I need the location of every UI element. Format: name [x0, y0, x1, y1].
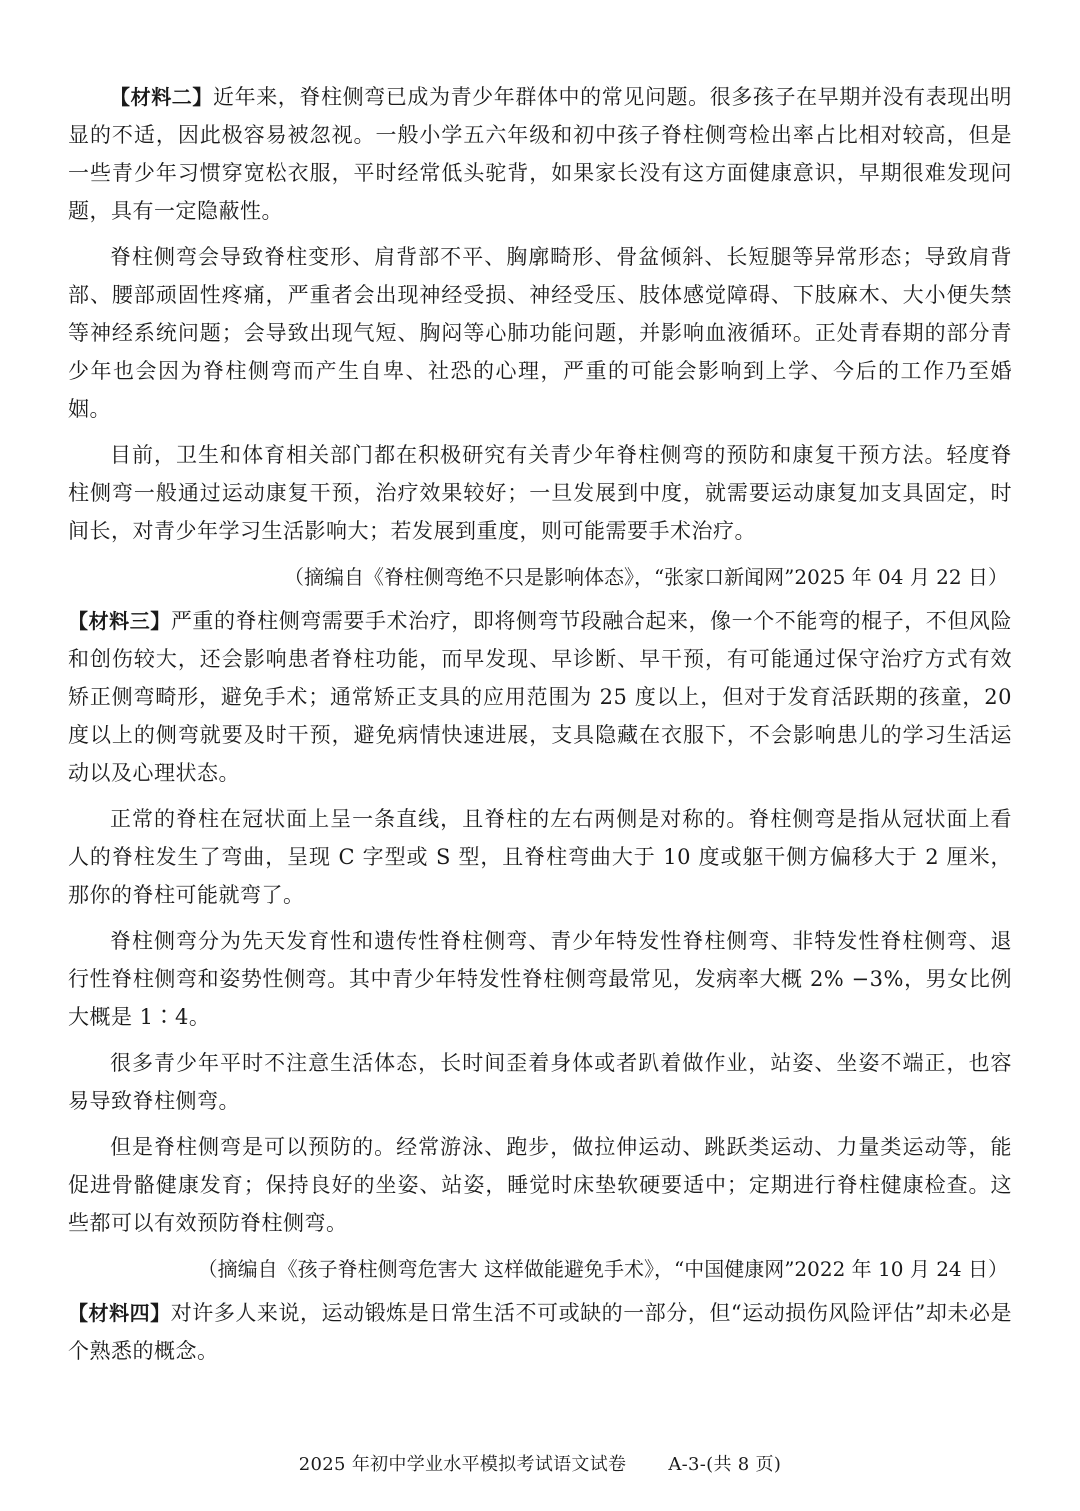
material3-label: 【材料三】: [68, 609, 171, 633]
material3-source: （摘编自《孩子脊柱侧弯危害大 这样做能避免手术》，“中国健康网”2022 年 10 月 24 日）: [197, 1257, 1008, 1281]
material2-paragraph-3: 目前，卫生和体育相关部门都在积极研究有关青少年脊柱侧弯的预防和康复干预方法。轻度脊柱侧弯一般通过运动康复干预，治疗效果较好；一旦发展到中度，就需要运动康复加支具固定，时间长，对青少年学习生活影响大；若发展到重度，则可能需要手术治疗。: [68, 443, 1012, 543]
material3-paragraph-4: 很多青少年平时不注意生活体态，长时间歪着身体或者趴着做作业，站姿、坐姿不端正，也容易导致脊柱侧弯。: [68, 1051, 1012, 1113]
material2-label: 【材料二】: [110, 85, 213, 109]
material2-source: （摘编自《脊柱侧弯绝不只是影响体态》，“张家口新闻网”2025 年 04 月 22 日）: [283, 565, 1008, 589]
material3-paragraph-3: 脊柱侧弯分为先天发育性和遗传性脊柱侧弯、青少年特发性脊柱侧弯、非特发性脊柱侧弯、退行性脊柱侧弯和姿势性侧弯。其中青少年特发性脊柱侧弯最常见，发病率大概 2% −3%，男女比例大概是 1∶4。: [68, 929, 1012, 1029]
material3-paragraph-2: 正常的脊柱在冠状面上呈一条直线，且脊柱的左右两侧是对称的。脊柱侧弯是指从冠状面上看人的脊柱发生了弯曲，呈现 C 字型或 S 型，且脊柱弯曲大于 10 度或躯干侧方偏移大于 2 厘米，那你的脊柱可能就弯了。: [68, 807, 1012, 907]
footer-exam-title: 2025 年初中学业水平模拟考试语文试卷: [298, 1454, 627, 1475]
material4-text-1: 对许多人来说，运动锻炼是日常生活不可或缺的一部分，但“运动损伤风险评估”却未必是个熟悉的概念。: [68, 1301, 1013, 1363]
page-footer: [0, 1450, 1080, 1476]
material2-paragraph-1: [68, 78, 1012, 230]
material2-paragraph-2: 脊柱侧弯会导致脊柱变形、肩背部不平、胸廓畸形、骨盆倾斜、长短腿等异常形态；导致肩背部、腰部顽固性疼痛，严重者会出现神经受损、神经受压、肢体感觉障碍、下肢麻木、大小便失禁等神经系统问题；会导致出现气短、胸闷等心肺功能问题，并影响血液循环。正处青春期的部分青少年也会因为脊柱侧弯而产生自卑、社恐的心理，严重的可能会影响到上学、今后的工作乃至婚姻。: [68, 245, 1012, 421]
material3-text-1: 严重的脊柱侧弯需要手术治疗，即将侧弯节段融合起来，像一个不能弯的棍子，不但风险和创伤较大，还会影响患者脊柱功能，而早发现、早诊断、早干预，有可能通过保守治疗方式有效矫正侧弯畸形，避免手术；通常矫正支具的应用范围为 25 度以上，但对于发育活跃期的孩童，20 度以上的侧弯就要及时干预，避免病情快速进展，支具隐藏在衣服下，不会影响患儿的学习生活运动以及心理状态。: [68, 609, 1013, 785]
material2-text-1: 近年来，脊柱侧弯已成为青少年群体中的常见问题。很多孩子在早期并没有表现出明显的不适，因此极容易被忽视。一般小学五六年级和初中孩子脊柱侧弯检出率占比相对较高，但是一些青少年习惯穿宽松衣服，平时经常低头驼背，如果家长没有这方面健康意识，早期很难发现问题，具有一定隐蔽性。: [68, 85, 1013, 223]
material3-paragraph-1: [68, 602, 1012, 792]
footer-page-info: A-3-(共 8 页): [668, 1454, 782, 1475]
material3-paragraph-5: 但是脊柱侧弯是可以预防的。经常游泳、跑步，做拉伸运动、跳跃类运动、力量类运动等，能促进骨骼健康发育；保持良好的坐姿、站姿，睡觉时床垫软硬要适中；定期进行脊柱健康检查。这些都可以有效预防脊柱侧弯。: [68, 1135, 1012, 1235]
material4-label: 【材料四】: [68, 1301, 171, 1325]
material4-paragraph-1: [68, 1294, 1012, 1370]
